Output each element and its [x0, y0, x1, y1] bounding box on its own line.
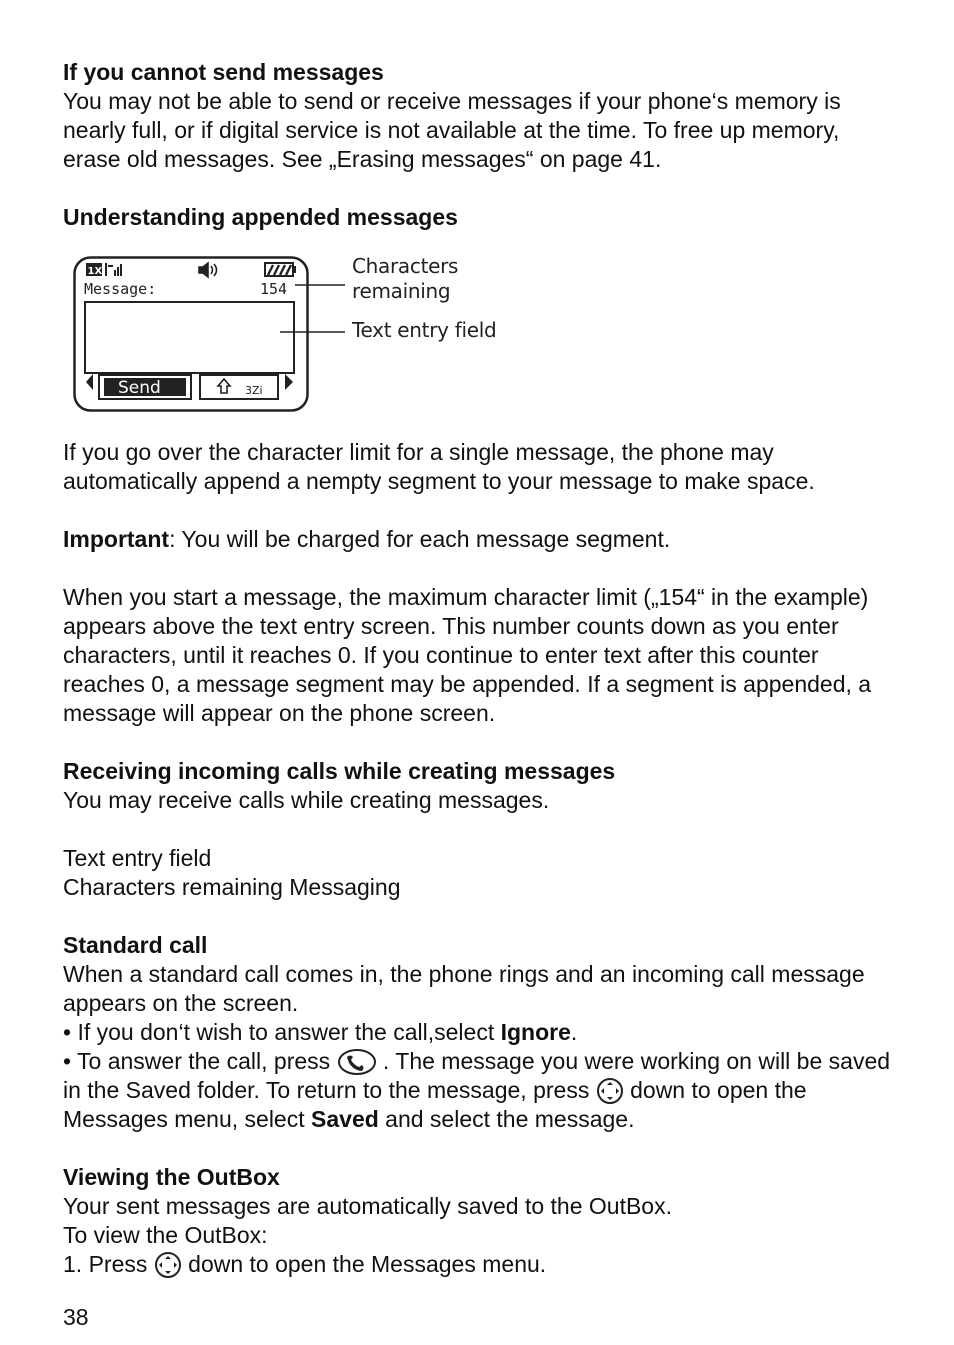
outbox-step-1	[63, 1250, 893, 1279]
callout-line-2: remaining	[352, 279, 451, 303]
bullet-ignore-text: • If you don‘t wish to answer the call,select	[63, 1019, 501, 1045]
outbox-line-2: To view the OutBox:	[63, 1222, 268, 1248]
para-receiving-calls: You may receive calls while creating messages.	[63, 787, 550, 813]
caption-line-1: Text entry field	[63, 845, 212, 871]
navigation-key-icon	[596, 1077, 624, 1105]
phone-send-icon	[337, 1048, 377, 1076]
callout-text-entry-field: Text entry field	[352, 318, 497, 342]
outbox-line-1: Your sent messages are automatically saved to the OutBox.	[63, 1193, 672, 1219]
step-1-text: 1. Press	[63, 1251, 154, 1277]
input-mode-glyph: 3Zi	[245, 384, 263, 397]
para-standard-call: When a standard call comes in, the phone rings and an incoming call message appears on the screen.	[63, 961, 865, 1016]
bullet-answer-end: and select the message.	[378, 1106, 635, 1132]
callout-lines	[63, 244, 363, 424]
navigation-key-icon	[154, 1251, 182, 1279]
heading-standard-call: Standard call	[63, 932, 208, 958]
svg-text:Send: Send	[118, 378, 161, 398]
bullet-answer-text-2: . The message you were working on will be saved in the Saved folder. To return to the message, press	[63, 1048, 891, 1103]
para-append: If you go over the character limit for a single message, the phone may automatically append a nempty segment to your message to make space.	[63, 439, 815, 494]
bullet-ignore-end: .	[570, 1019, 578, 1045]
bullet-answer	[63, 1047, 893, 1134]
bullet-answer-text-3: down to open the Messages menu, select	[63, 1077, 807, 1132]
ignore-label: Ignore	[500, 1019, 571, 1045]
caption-line-2: Characters remaining Messaging	[63, 874, 401, 900]
important-note	[63, 525, 893, 554]
callout-line-1: Characters	[352, 254, 459, 278]
important-text: : You will be charged for each message segment.	[169, 526, 671, 552]
bullet-ignore	[63, 1018, 893, 1047]
svg-text:1X: 1X	[87, 266, 103, 277]
saved-label: Saved	[311, 1106, 379, 1132]
heading-appended-messages: Understanding appended messages	[63, 204, 458, 230]
para-cannot-send: You may not be able to send or receive messages if your phone‘s memory is nearly full, or if digital service is not available at the time. To free up memory, erase old messages. See „Erasing messages“ on page 41.	[63, 88, 841, 172]
bullet-answer-text: • To answer the call, press	[63, 1048, 337, 1074]
phone-screen-figure	[63, 244, 893, 424]
heading-viewing-outbox: Viewing the OutBox	[63, 1164, 280, 1190]
para-character-limit: When you start a message, the maximum character limit („154“ in the example) appears above the text entry screen. This number counts down as you enter characters, until it reaches 0. If you continue to enter text after this counter reaches 0, a message segment may be appended. If a segment is appended, a message will appear on the phone screen.	[63, 584, 872, 726]
message-label: Message:	[84, 280, 157, 298]
heading-receiving-calls: Receiving incoming calls while creating messages	[63, 758, 616, 784]
manual-page	[63, 58, 893, 1279]
heading-cannot-send: If you cannot send messages	[63, 59, 384, 85]
page-number: 38	[63, 1304, 89, 1330]
character-counter: 154	[260, 280, 288, 298]
important-label: Important	[63, 526, 170, 552]
step-1-text-end: down to open the Messages menu.	[181, 1251, 547, 1277]
callout-characters-remaining	[352, 254, 458, 304]
